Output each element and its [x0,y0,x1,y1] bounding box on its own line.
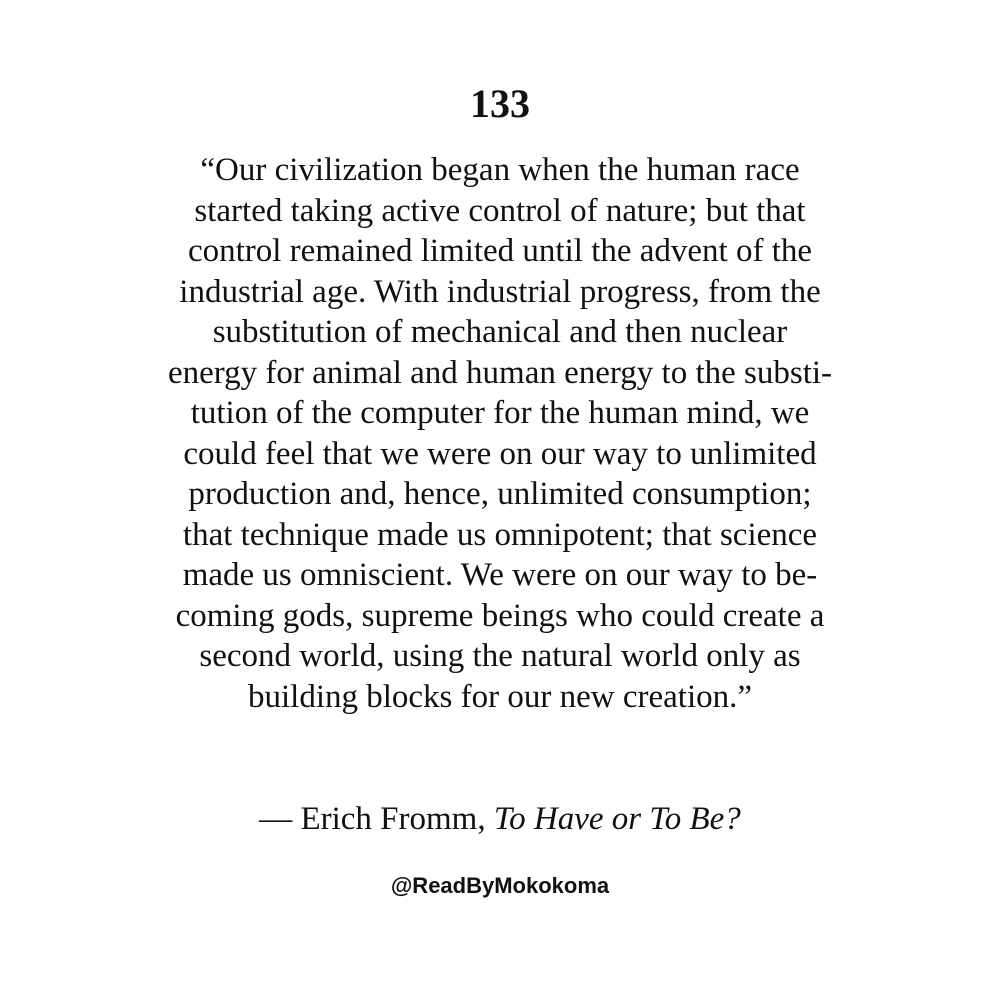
social-handle: @ReadByMokokoma [390,873,610,898]
quote-line: coming gods, supreme beings who could create a [175,597,825,634]
quote-text [100,150,900,717]
quote-line: building blocks for our new creation.” [247,678,753,715]
page-number: 133 [470,81,530,126]
quote-line: control remained limited until the advent of the [187,233,813,269]
quote-line: energy for animal and human energy to the substi- [167,354,833,391]
quote-line: tution of the computer for the human mind, we [190,395,810,431]
quote-line: started taking active control of nature; but that [194,192,806,229]
quote-line: second world, using the natural world only as [199,638,801,674]
attribution-author: — Erich Fromm, [259,801,494,837]
quote-line: production and, hence, unlimited consumption; [188,476,812,512]
quote-line: could feel that we were on our way to unlimited [183,435,817,472]
quote-line: industrial age. With industrial progress, from the [179,273,821,310]
quote-line: “Our civilization began when the human race [200,152,800,188]
quote-line: that technique made us omnipotent; that science [182,516,818,553]
attribution [0,800,1000,840]
quote-line: substitution of mechanical and then nuclear [212,314,788,350]
attribution-book-title: To Have or To Be? [493,801,741,837]
quote-line: made us omniscient. We were on our way to be- [182,557,818,593]
